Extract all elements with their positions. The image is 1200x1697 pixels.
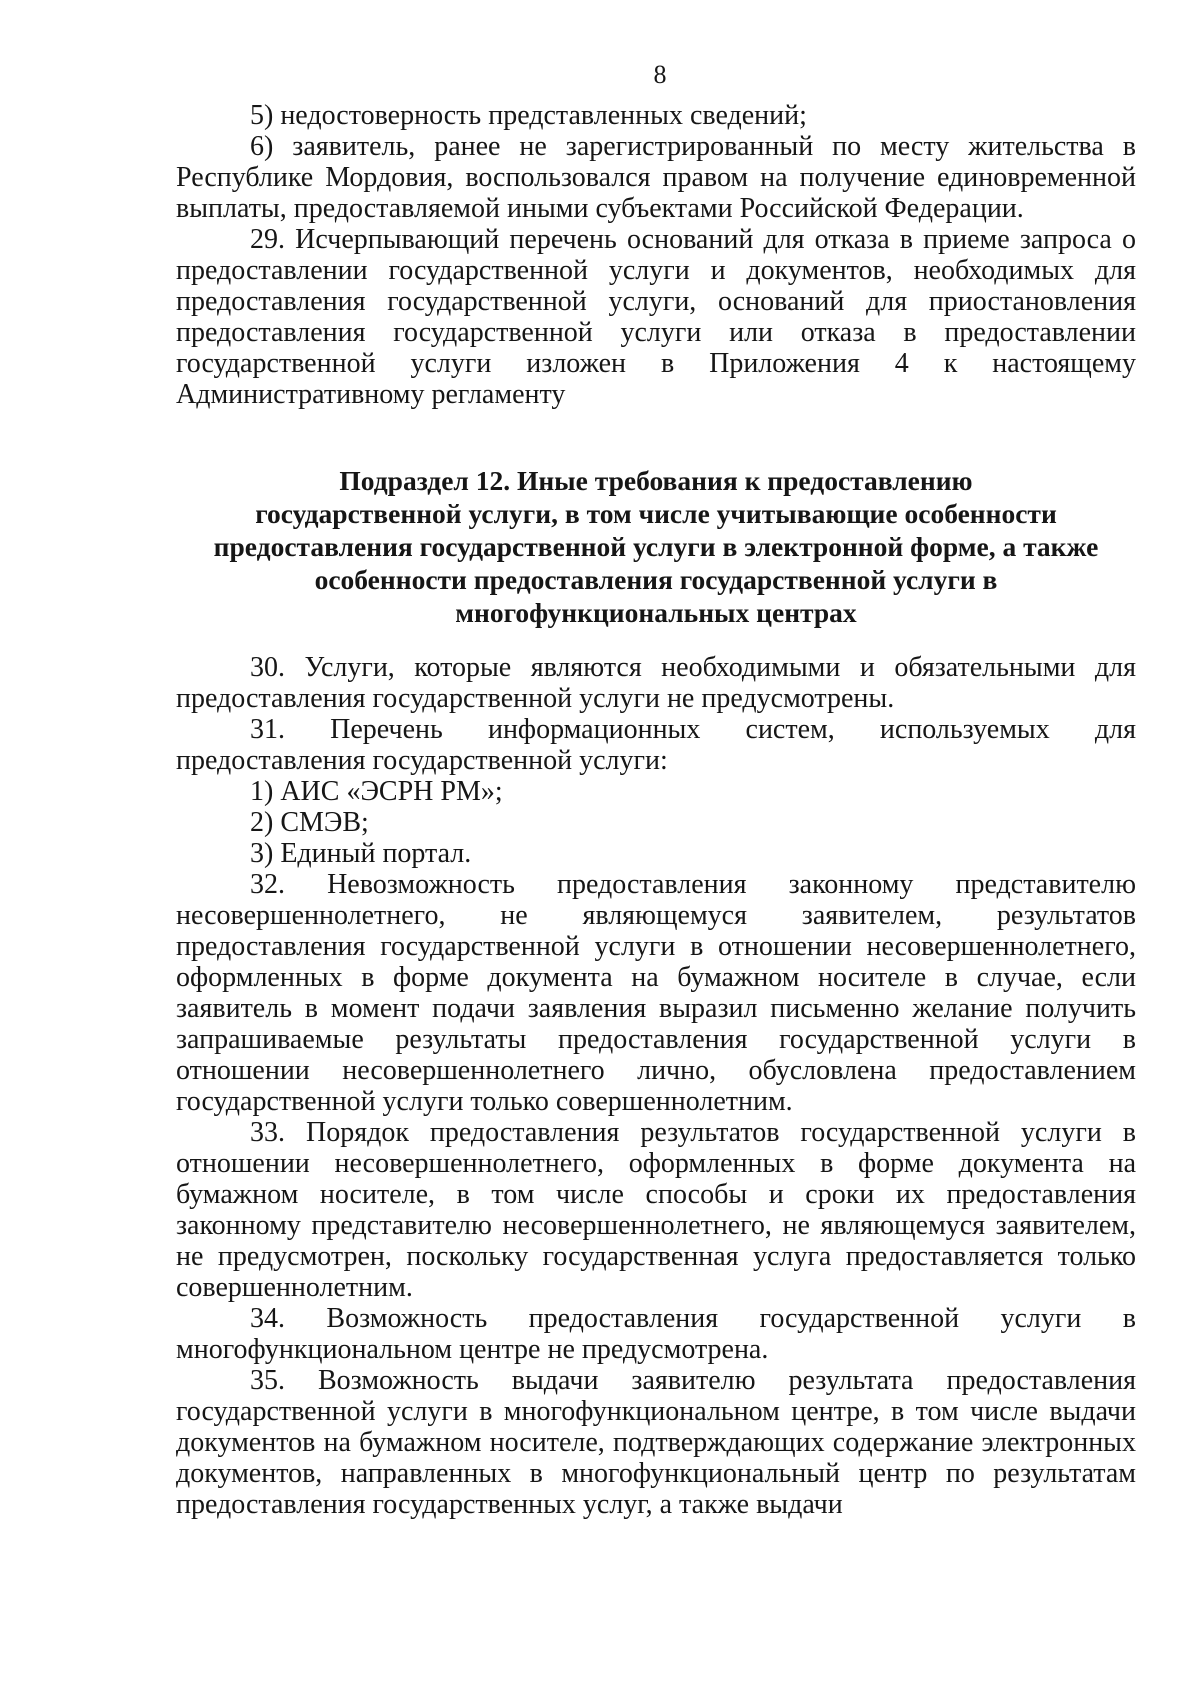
paragraph-34: 34. Возможность предоставления государственной услуги в многофункциональном центре не предусмотрена. — [176, 1303, 1136, 1365]
paragraph-32: 32. Невозможность предоставления законному представителю несовершеннолетнего, не являющемуся заявителем, результатов предоставления государственной услуги в отношении несовершеннолетнего, оформленных в форме документа на бумажном носителе в случае, если заявитель в момент подачи заявления выразил письменно желание получить запрашиваемые результаты предоставления государственной услуги в отношении несовершеннолетнего лично, обусловлена предоставлением государственной услуги только совершеннолетним. — [176, 869, 1136, 1117]
list-item-portal: 3) Единый портал. — [250, 838, 472, 869]
paragraph-31: 31. Перечень информационных систем, используемых для предоставления государственной услуги: — [176, 714, 1136, 776]
page-number: 8 — [653, 60, 667, 89]
heading-line: государственной услуги, в том числе учитывающие особенности — [255, 498, 1057, 529]
heading-line: особенности предоставления государственной услуги в — [314, 564, 998, 595]
heading-line: Подраздел 12. Иные требования к предоставлению — [339, 465, 973, 496]
paragraph-item-5: 5) недостоверность представленных сведений; — [250, 100, 807, 131]
heading-line: многофункциональных центрах — [455, 597, 857, 628]
paragraph-item-6: 6) заявитель, ранее не зарегистрированный по месту жительства в Республике Мордовия, воспользовался правом на получение единовременной выплаты, предоставляемой иными субъектами Российской Федерации. — [176, 131, 1136, 224]
paragraph-35: 35. Возможность выдачи заявителю результата предоставления государственной услуги в многофункциональном центре, в том числе выдачи документов на бумажном носителе, подтверждающих содержание электронных документов, направленных в многофункциональный центр по результатам предоставления государственных услуг, а также выдачи — [176, 1365, 1136, 1520]
subsection-heading — [176, 464, 1136, 629]
heading-line: предоставления государственной услуги в электронной форме, а также — [213, 531, 1099, 562]
paragraph-30: 30. Услуги, которые являются необходимыми и обязательными для предоставления государственной услуги не предусмотрены. — [176, 652, 1136, 714]
text-block-top — [176, 100, 1136, 410]
paragraph-29: 29. Исчерпывающий перечень оснований для отказа в приеме запроса о предоставлении государственной услуги и документов, необходимых для предоставления государственной услуги, оснований для приостановления предоставления государственной услуги или отказа в предоставлении государственной услуги изложен в Приложения 4 к настоящему Административному регламенту — [176, 224, 1136, 410]
list-item-smev: 2) СМЭВ; — [250, 807, 369, 838]
list-item-ais: 1) АИС «ЭСРН РМ»; — [250, 776, 503, 807]
paragraph-33: 33. Порядок предоставления результатов государственной услуги в отношении несовершеннолетнего, оформленных в форме документа на бумажном носителе, в том числе способы и сроки их предоставления законному представителю несовершеннолетнего, не являющемуся заявителем, не предусмотрен, поскольку государственная услуга предоставляется только совершеннолетним. — [176, 1117, 1136, 1303]
text-block-bottom — [176, 652, 1136, 1520]
